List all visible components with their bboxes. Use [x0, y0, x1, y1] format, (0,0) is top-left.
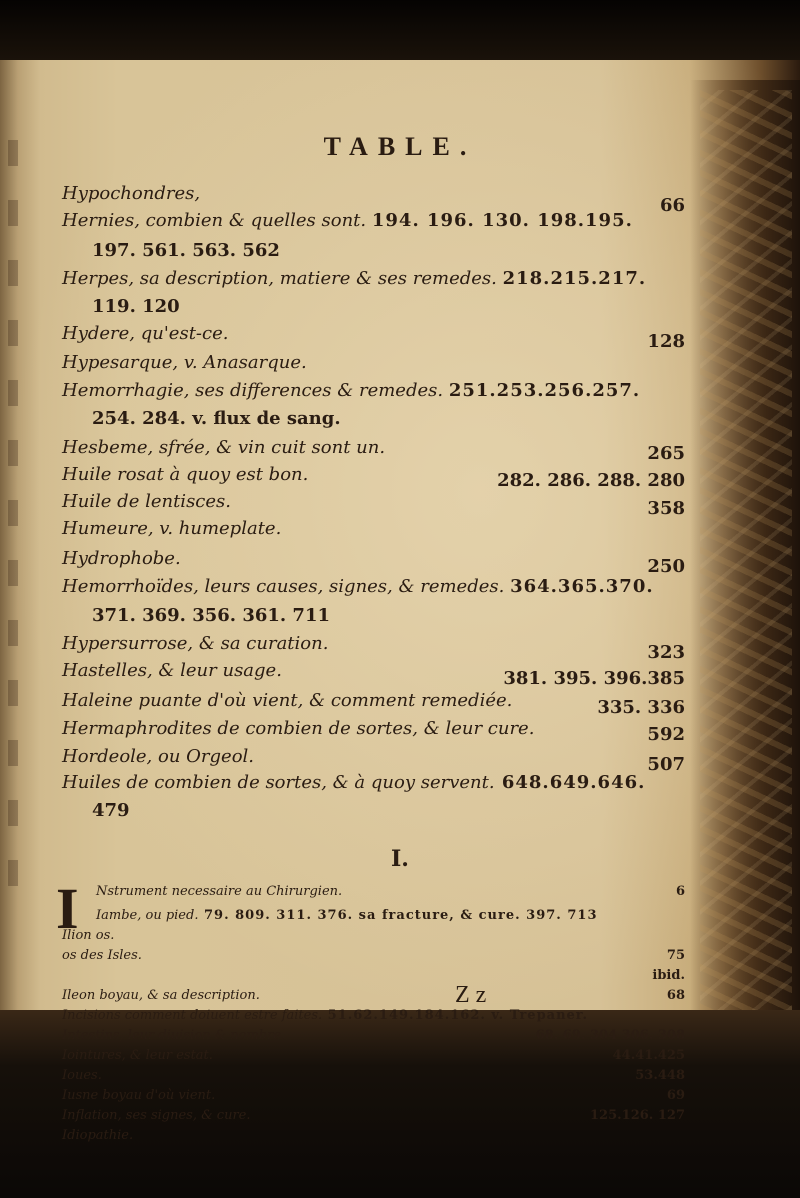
- index-entry: [96, 908, 598, 923]
- index-entry-continuation: 197. 561. 563. 562: [92, 240, 280, 261]
- index-entry: [62, 928, 114, 943]
- index-entry: Hemorrhoïdes, leurs causes, signes, & remedes. 364.365.370.: [62, 576, 654, 597]
- index-entry: Hastelles, & leur usage.: [62, 660, 282, 681]
- entry-references: 648.649.646.: [494, 772, 646, 793]
- page-number: 335. 336: [597, 697, 685, 718]
- drop-cap: I: [56, 876, 79, 941]
- index-entry: Huile de lentisces.: [62, 491, 231, 512]
- index-entry: [62, 1008, 588, 1023]
- index-entry: Hesbeme, sfrée, & vin cuit sont un.: [62, 437, 386, 458]
- page-number: 68: [666, 988, 685, 1003]
- page-number: 66: [659, 195, 685, 216]
- entry-label: Ilion os.: [62, 928, 115, 943]
- index-entry: [62, 988, 260, 1003]
- page-number: ibid.: [652, 968, 685, 983]
- page-number: 68. 69. 304 306. 308: [535, 1028, 685, 1043]
- page-number: 592: [647, 724, 685, 745]
- entry-label: Nstrument necessaire au Chirurgien.: [96, 884, 343, 899]
- entry-label: Iambe, ou pied.: [96, 908, 199, 923]
- entry-label: Inflation, ses signes, & cure.: [62, 1108, 251, 1123]
- entry-label: Ileon boyau, & sa description.: [62, 988, 260, 1003]
- index-entry-continuation: 479: [92, 800, 130, 821]
- index-entry: [62, 1088, 215, 1103]
- index-entry: [96, 884, 342, 899]
- index-entry: [62, 1048, 213, 1063]
- index-entry: [62, 772, 645, 793]
- entry-label: Ioues.: [62, 1068, 102, 1083]
- entry-label: Iusne boyau d'où vient.: [62, 1088, 216, 1103]
- page-number: 323: [647, 642, 685, 663]
- index-entry: [62, 1128, 133, 1143]
- entry-label: Huiles de combien de sortes, & à quoy servent.: [62, 772, 495, 793]
- page-number: 53.448: [635, 1068, 685, 1083]
- page-number: 358: [647, 498, 685, 519]
- index-entry-continuation: 371. 369. 356. 361. 711: [92, 605, 330, 626]
- entry-references: 79. 809. 311. 376. sa fracture, & cure.: [198, 908, 521, 923]
- entry-references: 51.62.149.184.162.: [322, 1008, 486, 1023]
- page-number: 381. 395. 396.385: [503, 668, 685, 689]
- index-entry-continuation: 397. 713: [520, 908, 598, 923]
- index-entry: Hernies, combien & quelles sont. 194. 196. 130. 198.195.: [62, 210, 633, 231]
- index-entry: Hydere, qu'est-ce.: [62, 323, 229, 344]
- entry-label: Intestins, leur diuision & nombre.: [62, 1028, 286, 1043]
- page-number: 6: [675, 884, 685, 899]
- index-entry: [62, 948, 142, 963]
- page-number: 265: [647, 443, 685, 464]
- page-number: 128: [647, 331, 685, 352]
- index-entry: Humeure, v. humeplate.: [62, 518, 282, 539]
- entry-label: Incisions comment doiuent estre faites.: [62, 1008, 323, 1023]
- page-number: 44.41.425: [612, 1048, 685, 1063]
- index-entry: Hypochondres,: [62, 183, 201, 204]
- index-entry-continuation: 119. 120: [92, 296, 180, 317]
- signature-mark: Zz: [455, 982, 493, 1008]
- entry-label: os des Isles.: [62, 948, 142, 963]
- section-letter: I.: [391, 846, 409, 872]
- index-entry-continuation: 254. 284. v. flux de sang.: [92, 408, 341, 429]
- index-entry: Hydrophobe.: [62, 548, 181, 569]
- page-number: 69: [666, 1088, 685, 1103]
- index-entry: Herpes, sa description, matiere & ses remedes. 218.215.217.: [62, 268, 647, 289]
- index-entry: Hemorrhagie, ses differences & remedes. 251.253.256.257.: [62, 380, 641, 401]
- entry-label: Iointures, & leur estat.: [62, 1048, 213, 1063]
- page-title: TABLE.: [323, 132, 477, 161]
- index-entry-continuation: v. Trepaner.: [485, 1008, 588, 1023]
- page-number: 125.126. 127: [590, 1108, 685, 1123]
- index-entry: Hermaphrodites de combien de sortes, & leur cure.: [62, 718, 535, 739]
- index-entry: [62, 1028, 285, 1043]
- index-entry: [62, 1068, 102, 1083]
- page-number: 507: [647, 754, 685, 775]
- index-entry: Hypersurrose, & sa curation.: [62, 633, 329, 654]
- page-number: 282. 286. 288. 280: [497, 470, 685, 491]
- index-entry: Hypesarque, v. Anasarque.: [62, 352, 307, 373]
- index-entry: [62, 1108, 251, 1123]
- entry-label: Idiopathie.: [62, 1128, 134, 1143]
- page-number: 75: [666, 948, 685, 963]
- index-entry: Haleine puante d'où vient, & comment remediée.: [62, 690, 513, 711]
- index-entry: Hordeole, ou Orgeol.: [62, 746, 255, 767]
- page-number: 250: [647, 556, 685, 577]
- index-entry: Huile rosat à quoy est bon.: [62, 464, 309, 485]
